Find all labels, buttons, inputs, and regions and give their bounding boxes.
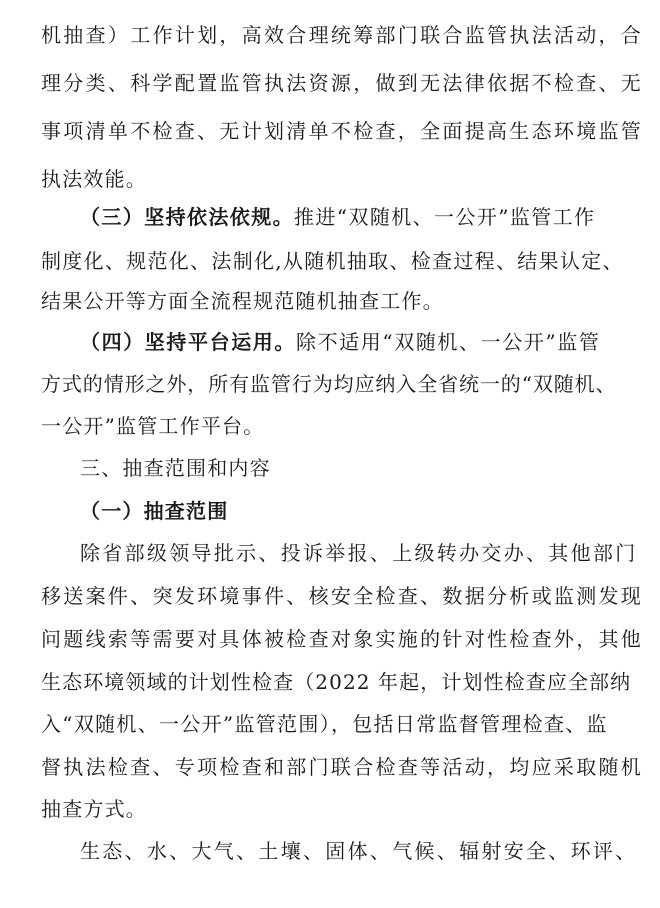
text-line <box>80 541 638 565</box>
text-segment: 抽查方式。 <box>41 797 147 821</box>
text-line <box>41 119 643 143</box>
section-title <box>80 456 271 480</box>
text-segment: 除省部级领导批示、投诉举报、上级转办交办、其他部门 <box>80 541 638 565</box>
text-segment: 除不适用“双随机、一公开”监管 <box>296 330 601 354</box>
text-line <box>41 755 643 779</box>
text-line <box>41 372 616 396</box>
text-segment: 生态环境领域的计划性检查（2022 年起，计划性检查应全部纳 <box>41 670 632 694</box>
text-line <box>41 670 631 694</box>
text-line <box>41 797 147 821</box>
text-segment: 一公开”监管工作平台。 <box>41 414 265 438</box>
text-segment: 执法效能。 <box>41 167 147 191</box>
text-segment: 推进“双随机、一公开”监管工作 <box>294 205 596 229</box>
text-segment: 生态、水、大气、土壤、固体、气候、辐射安全、环评、 <box>80 839 638 863</box>
section-heading: （四）坚持平台运用。 <box>80 330 296 354</box>
subsection-title <box>80 499 228 523</box>
text-line <box>41 627 643 651</box>
text-segment: 三、抽查范围和内容 <box>80 456 271 480</box>
text-line <box>80 330 600 354</box>
text-line <box>41 414 264 438</box>
text-segment: 制度化、规范化、法制化,从随机抽取、检查过程、结果认定、 <box>41 249 624 273</box>
text-segment: 问题线索等需要对具体被检查对象实施的针对性检查外，其他 <box>41 627 644 651</box>
text-line <box>80 839 638 863</box>
text-segment: 机抽查）工作计划，高效合理统筹部门联合监管执法活动，合 <box>41 23 644 47</box>
section-heading: （三）坚持依法依规。 <box>80 205 294 229</box>
text-line <box>41 712 608 736</box>
text-segment: 理分类、科学配置监管执法资源，做到无法律依据不检查、无 <box>41 71 644 95</box>
text-line <box>41 584 643 608</box>
text-segment: 结果公开等方面全流程规范随机抽查工作。 <box>41 289 444 313</box>
text-segment: 督执法检查、专项检查和部门联合检查等活动，均应采取随机 <box>41 755 644 779</box>
text-segment: 方式的情形之外，所有监管行为均应纳入全省统一的“双随机、 <box>41 372 617 396</box>
text-line <box>41 167 147 191</box>
text-line <box>41 23 643 47</box>
text-segment: 移送案件、突发环境事件、核安全检查、数据分析或监测发现 <box>41 584 644 608</box>
text-segment: 事项清单不检查、无计划清单不检查，全面提高生态环境监管 <box>41 119 644 143</box>
text-line <box>41 71 643 95</box>
section-heading: （一）抽查范围 <box>80 499 229 523</box>
text-line <box>80 205 595 229</box>
text-line <box>41 289 444 313</box>
text-segment: 入“双随机、一公开”监管范围），包括日常监督管理检查、监 <box>41 712 608 736</box>
text-line <box>41 249 624 273</box>
